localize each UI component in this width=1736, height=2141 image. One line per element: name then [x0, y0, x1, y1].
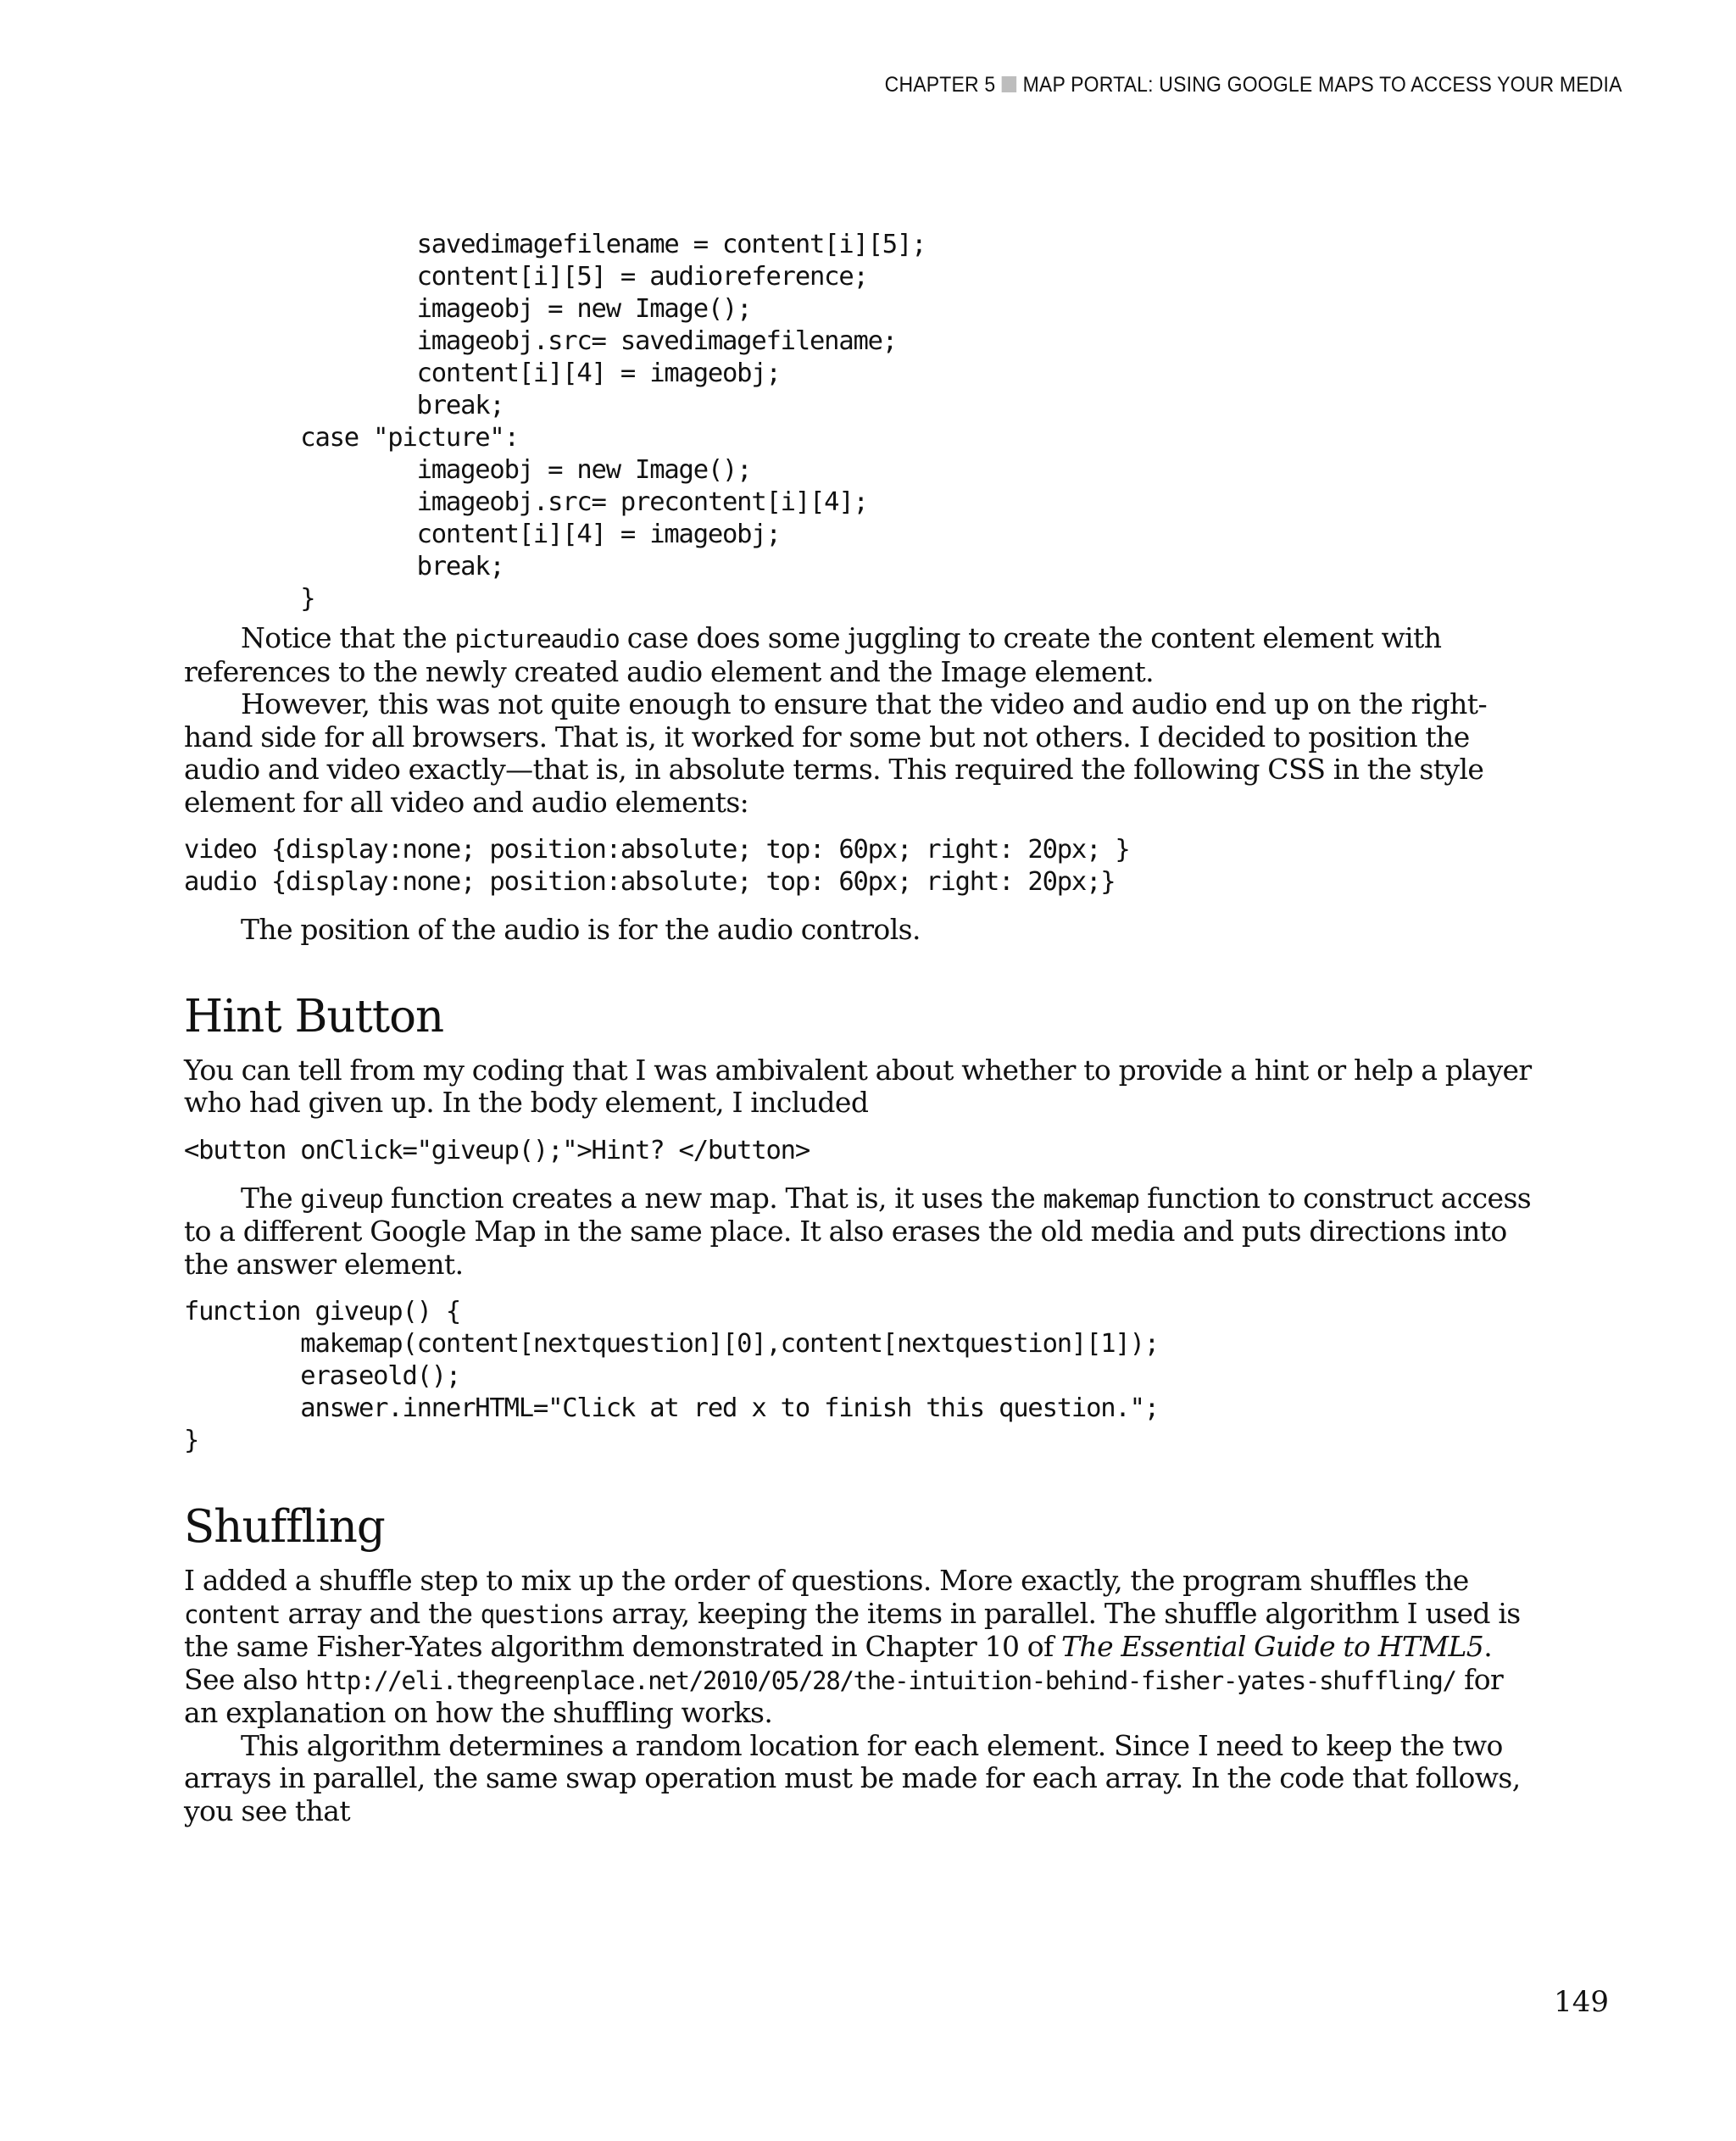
inline-code-questions: questions: [480, 1599, 604, 1629]
code-block-button: <button onClick="giveup();">Hint? </button>: [184, 1135, 810, 1165]
inline-code-content: content: [184, 1599, 281, 1629]
chapter-title: MAP PORTAL: USING GOOGLE MAPS TO ACCESS YOUR MEDIA: [1022, 73, 1622, 97]
paragraph-hint-intro: You can tell from my coding that I was ambivalent about whether to provide a hint or help a player who had given up. In the body element, I included: [184, 1053, 1532, 1119]
separator-square-icon: [1002, 76, 1016, 92]
chapter-label: CHAPTER 5: [884, 73, 996, 97]
shuffle-url: http://eli.thegreenplace.net/2010/05/28/the-intuition-behind-fisher-yates-shuffling/: [305, 1666, 1456, 1695]
code-block-giveup-function: function giveup() { makemap(content[nextquestion][0],content[nextquestion][1]); eraseold(); answer.innerHTML="Click at red x to finish this question."; }: [184, 1297, 1159, 1455]
paragraph-shuffle-detail: This algorithm determines a random location for each element. Since I need to keep the two arrays in parallel, the same swap operation must be made for each array. In the code that follows, you see that: [184, 1728, 1521, 1827]
code-block-switch-cases: savedimagefilename = content[i][5]; content[i][5] = audioreference; imageobj = new Image(); imageobj.src= savedimagefilename; content[i][4] = imageobj; break; case "picture": imageobj = new Image(); imageobj.src= precontent[i][4]; content[i][4] = imageobj; break; }: [300, 230, 926, 614]
paragraph-positioning: However, this was not quite enough to ensure that the video and audio end up on the right-hand side for all browsers. That is, it worked for some but not others. I decided to position the audio and video exactly—that is, in absolute terms. This required the following CSS in the style element for all video and audio elements:: [184, 687, 1488, 819]
page-body: [184, 229, 1540, 1827]
inline-code-giveup: giveup: [300, 1184, 383, 1214]
paragraph-shuffle-intro: I added a shuffle step to mix up the order of questions. More exactly, the program shuffles the content array and the questions array, keeping the items in parallel. The shuffle algorithm I used is the same Fisher-Yates algorithm demonstrated in Chapter 10 of The Essential Guide to HTML5. See also http://eli.thegreenplace.net/2010/05/28/the-intuition-behind-fisher-yates-shuffling/ for an explanation on how the shuffling works.: [184, 1564, 1521, 1729]
inline-code-makemap: makemap: [1043, 1184, 1139, 1214]
page-number: 149: [1554, 1985, 1609, 2019]
paragraph-pictureaudio: Notice that the pictureaudio case does some juggling to create the content element with references to the newly created audio element and the Image element.: [184, 621, 1442, 688]
inline-code-pictureaudio: pictureaudio: [454, 625, 620, 653]
paragraph-audio-position: The position of the audio is for the audio controls.: [241, 913, 921, 946]
code-block-css: video {display:none; position:absolute; top: 60px; right: 20px; } audio {display:none; position:absolute; top: 60px; right: 20px;}: [184, 835, 1130, 897]
heading-shuffling: Shuffling: [184, 1501, 385, 1553]
paragraph-giveup: The giveup function creates a new map. That is, it uses the makemap function to construct access to a different Google Map in the same place. It also erases the old media and puts directions into the answer element.: [184, 1181, 1532, 1281]
heading-hint-button: Hint Button: [184, 990, 444, 1043]
book-title: The Essential Guide to HTML5: [1061, 1630, 1484, 1663]
running-head: [885, 73, 1622, 97]
